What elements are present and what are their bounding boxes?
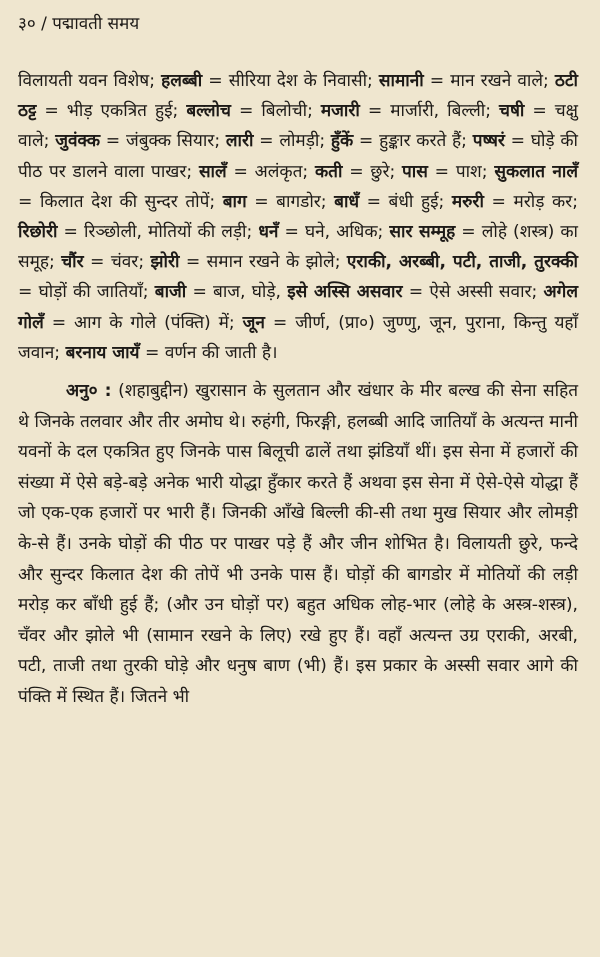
gloss-definition: = बाज, घोड़े, — [186, 282, 288, 303]
gloss-term: बाजी — [154, 282, 187, 303]
gloss-term: रिछोरी — [18, 222, 58, 243]
gloss-term: चौंर — [61, 252, 84, 273]
gloss-definition: = जीर्ण, (प्रा०) जुण्णु, जून, पुराना, किन्तु यहाँ जवान; — [18, 312, 578, 363]
gloss-term: पास — [402, 161, 428, 182]
gloss-term: सुकलात नालँ — [494, 161, 578, 182]
gloss-definition: = बिलोची; — [230, 101, 321, 122]
translation-label: अनु० : — [66, 381, 112, 402]
glossary-paragraph — [18, 66, 578, 368]
gloss-definition: = वर्णन की जाती है। — [139, 342, 278, 363]
gloss-definition: = लोहे (शस्त्र) का समूह; — [18, 222, 578, 273]
gloss-definition: = घोड़े की पीठ पर डालने वाला पाखर; — [18, 131, 579, 182]
gloss-term: ठटी ठट्ट — [18, 71, 578, 122]
gloss-definition: = लोमड़ी; — [253, 131, 331, 152]
gloss-term: बाग — [222, 191, 247, 212]
gloss-definition: = रिञ्छोली, मोतियों की लड़ी; — [57, 222, 259, 243]
gloss-term: कती — [314, 161, 343, 182]
gloss-definition: = आग के गोले (पंक्ति) में; — [43, 312, 243, 333]
gloss-definition: = किलात देश की सुन्दर तोपें; — [18, 191, 223, 212]
gloss-definition: = मान रखने वाले; — [423, 71, 555, 91]
gloss-term: अगेल गोलँ — [18, 282, 579, 333]
gloss-term: सालँ — [198, 161, 227, 182]
gloss-definition: = भीड़ एकत्रित हुई; — [36, 101, 187, 122]
gloss-term: झोरी — [150, 252, 180, 273]
gloss-definition: = समान रखने के झोले; — [179, 252, 347, 273]
gloss-term: हलब्बी — [161, 71, 203, 91]
gloss-definition: = चंवर; — [83, 252, 151, 273]
gloss-term: लारी — [225, 131, 254, 152]
gloss-definition: = मार्जारी, बिल्ली; — [359, 101, 500, 122]
gloss-definition: = घने, अधिक; — [278, 222, 390, 243]
gloss-term: मरुरी — [451, 191, 484, 212]
translation-section — [18, 376, 578, 713]
gloss-definition: = मरोड़ कर; — [483, 191, 578, 212]
gloss-definition: = जंबुक्क सियार; — [100, 131, 226, 152]
gloss-term: चषी — [499, 101, 525, 122]
gloss-definition: = सीरिया देश के निवासी; — [202, 71, 379, 91]
gloss-term: जुवंक्क — [55, 131, 101, 152]
gloss-term: बरनाय जायँ — [65, 342, 140, 363]
gloss-definition: = पाश; — [427, 161, 495, 182]
gloss-definition: = हुङ्कार करते हैं; — [353, 131, 473, 152]
gloss-term: पष्षरं — [472, 131, 505, 152]
gloss-definition: = छुरे; — [342, 161, 403, 182]
gloss-definition: = चक्षु वाले; — [18, 101, 578, 152]
gloss-term: धनँ — [258, 222, 279, 243]
page-header: ३० / पद्मावती समय — [18, 14, 140, 34]
gloss-term: सामानी — [378, 71, 424, 91]
gloss-definition: = अलंकृत; — [226, 161, 315, 182]
gloss-term: बाधँ — [334, 191, 360, 212]
gloss-term: जून — [242, 312, 265, 333]
gloss-term: एराकी, अरब्बी, पटी, ताजी, तुरक्की — [346, 252, 578, 273]
gloss-term: बल्लोच — [186, 101, 231, 122]
glossary-section — [18, 66, 578, 368]
gloss-term: इसे अस्सि असवार — [287, 282, 403, 303]
gloss-term: मजारी — [320, 101, 360, 122]
gloss-definition: विलायती यवन विशेष; — [18, 71, 162, 91]
gloss-definition: = ऐसे अस्सी सवार; — [402, 282, 544, 303]
translation-paragraph — [18, 376, 578, 713]
gloss-definition: = बागडोर; — [246, 191, 335, 212]
translation-text: (शहाबुद्दीन) खुरासान के सुलतान और खंधार के मीर बल्ख की सेना सहित थे जिनके तलवार और तीर अमोघ थे। रुहंगी, फिरङ्गी, हलब्बी आदि जातियाँ के अत्यन्त मानी यवनों के दल एकत्रित हुए जिनके पास बिलूची ढालें तथा झंडियाँ थीं। इस सेना में हजारों की संख्या में ऐसे बड़े-बड़े अनेक भारी योद्धा हुँकार करते हैं अथवा इस सेना में ऐसे-ऐसे योद्धा हैं जो एक-एक हजारों पर भारी हैं। जिनकी आँखे बिल्ली की-सी तथा मुख सियार और लोमड़ी के-से हैं। उनके घोड़ों की पीठ पर पाखर पड़े हैं और जीन शोभित है। विलायती छुरे, फन्दे और सुन्दर किलात देश की तोपें भी उनके पास हैं। घोड़ों की बागडोर में मोतियों की लड़ी मरोड़ कर बाँधी हुई हैं; (और उन घोड़ों पर) बहुत अधिक लोह-भार (लोहे के अस्त्र-शस्त्र), चँवर और झोले भी (सामान रखने के लिए) रखे हुए हैं। वहाँ अत्यन्त उग्र एराकी, अरबी, पटी, ताजी तथा तुरकी घोड़े और धनुष बाण (भी) हैं। इस प्रकार के अस्सी सवार आगे की पंक्ति में स्थित हैं। जितने भी — [18, 381, 578, 707]
gloss-term: सार सम्मूह — [389, 222, 456, 243]
gloss-definition: = बंधी हुई; — [359, 191, 452, 212]
gloss-term: हुँकें — [330, 131, 354, 152]
gloss-definition: = घोड़ों की जातियाँ; — [18, 282, 155, 303]
